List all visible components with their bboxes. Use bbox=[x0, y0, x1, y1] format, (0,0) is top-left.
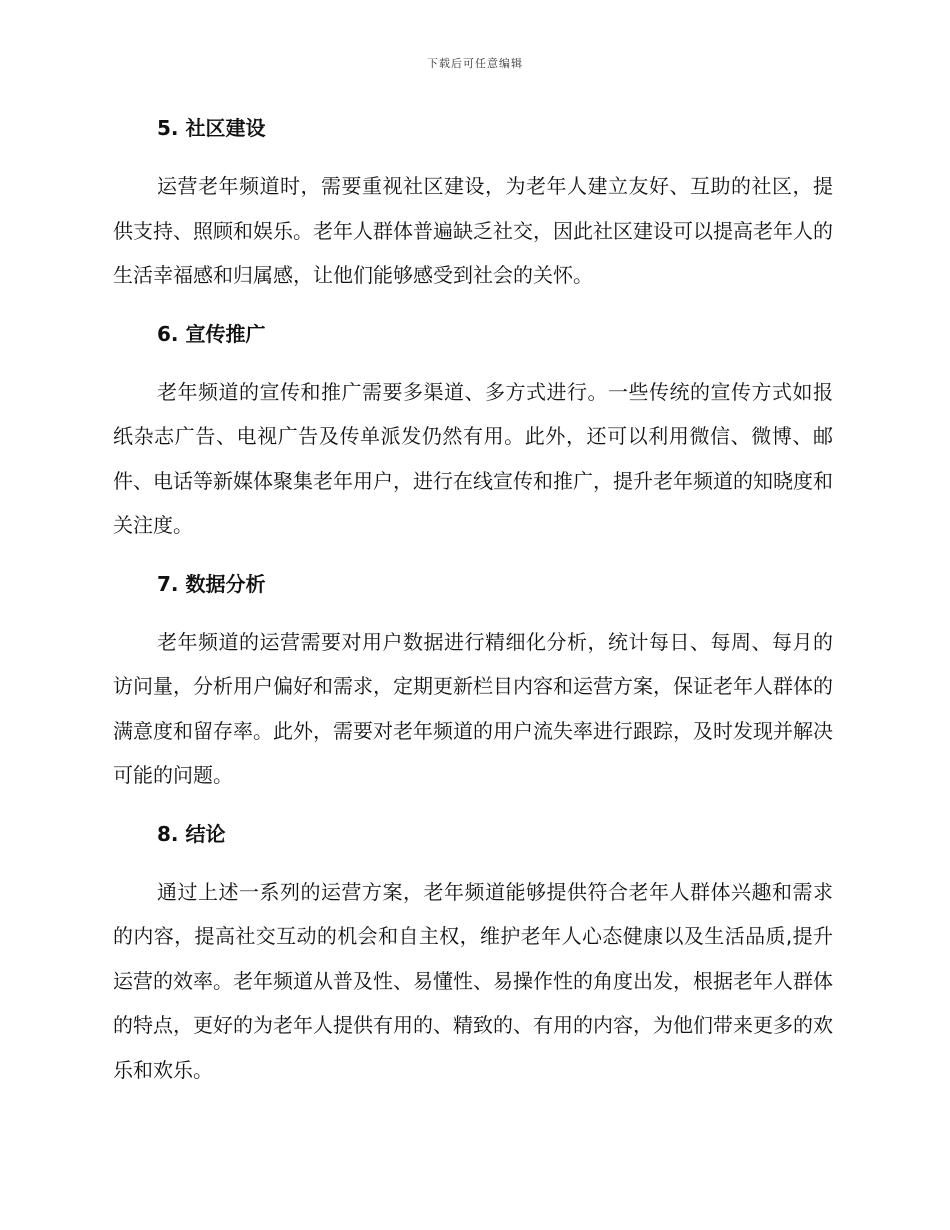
section-paragraph: 通过上述一系列的运营方案，老年频道能够提供符合老年人群体兴趣和需求的内容，提高社交互动的机会和自主权，维护老年人心态健康以及生活品质,提升运营的效率。老年频道从普及性、易懂性、易操作性的角度出发，根据老年人群体的特点，更好的为老年人提供有用的、精致的、有用的内容，为他们带来更多的欢乐和欢乐。 bbox=[113, 879, 833, 1082]
section-heading: 8. 结论 bbox=[157, 821, 226, 846]
section-paragraph: 老年频道的运营需要对用户数据进行精细化分析，统计每日、每周、每月的访问量，分析用户偏好和需求，定期更新栏目内容和运营方案，保证老年人群体的满意度和留存率。此外，需要对老年频道的用户流失率进行跟踪，及时发现并解决可能的问题。 bbox=[113, 629, 833, 787]
page-header-note: 下载后可任意编辑 bbox=[427, 57, 523, 70]
section-data-analysis bbox=[113, 566, 833, 798]
section-community bbox=[113, 110, 833, 298]
section-promotion bbox=[113, 316, 833, 548]
section-paragraph: 老年频道的宣传和推广需要多渠道、多方式进行。一些传统的宣传方式如报纸杂志广告、电视广告及传单派发仍然有用。此外，还可以利用微信、微博、邮件、电话等新媒体聚集老年用户，进行在线宣传和推广，提升老年频道的知晓度和关注度。 bbox=[113, 379, 833, 537]
section-heading: 5. 社区建设 bbox=[157, 116, 266, 140]
section-heading: 6. 宣传推广 bbox=[157, 321, 266, 346]
document-body bbox=[113, 110, 833, 1110]
section-heading: 7. 数据分析 bbox=[157, 571, 266, 596]
section-paragraph: 运营老年频道时，需要重视社区建设，为老年人建立友好、互助的社区，提供支持、照顾和娱乐。老年人群体普遍缺乏社交，因此社区建设可以提高老年人的生活幸福感和归属感，让他们能够感受到社会的关怀。 bbox=[113, 174, 833, 287]
section-conclusion bbox=[113, 816, 833, 1093]
